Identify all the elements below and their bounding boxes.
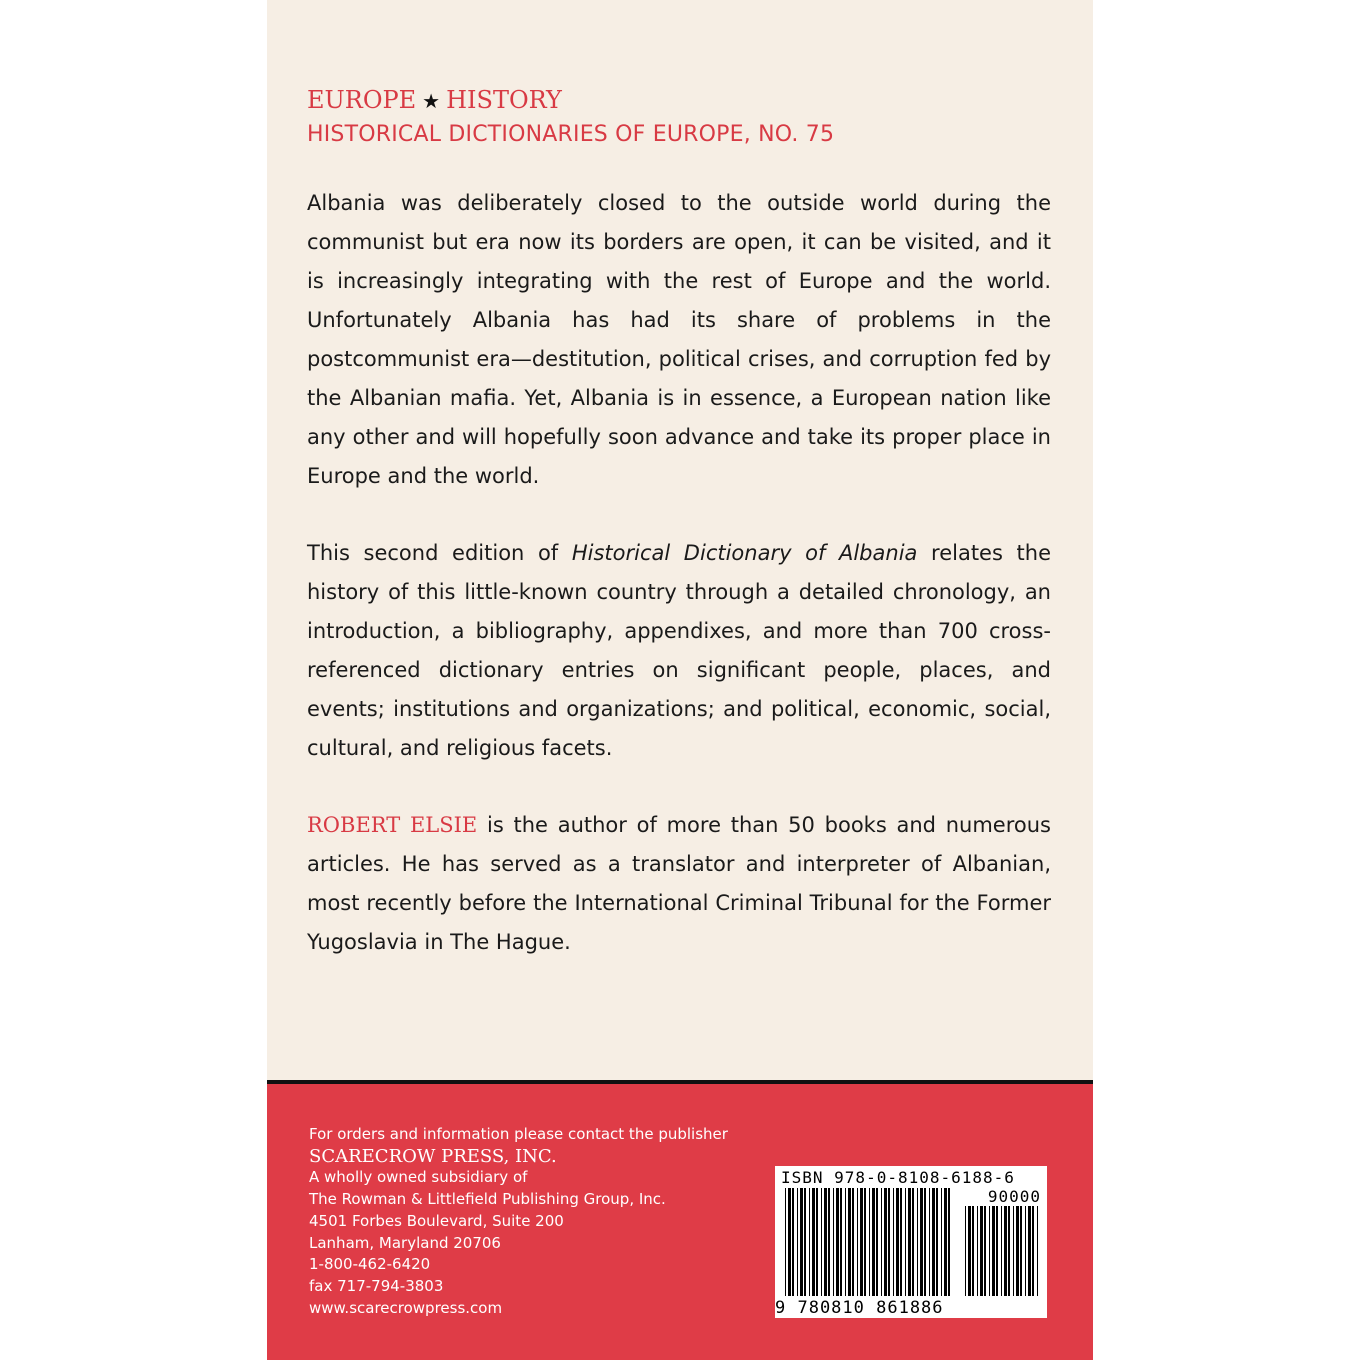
publisher-info <box>309 1124 779 1319</box>
publisher-address-1: 4501 Forbes Boulevard, Suite 200 <box>309 1211 564 1230</box>
author-paragraph <box>307 806 1051 962</box>
publisher-phone: 1-800-462-6420 <box>309 1255 431 1274</box>
ean-number: 9 780810 861886 <box>775 1298 944 1318</box>
publisher-fax: fax 717-794-3803 <box>309 1276 444 1295</box>
star-icon: ★ <box>422 89 441 113</box>
isbn-barcode <box>775 1166 1047 1318</box>
category-line <box>307 84 1067 118</box>
publisher-footer <box>267 1084 1093 1360</box>
publisher-name: SCARECROW PRESS, INC. <box>309 1145 557 1167</box>
edition-text-before: This second edition of <box>307 541 572 565</box>
edition-text-after: relates the history of this little-known country through a detailed chronology, an introduction, a bibliography, appendixes, and more than 700 cross-referenced dictionary entries on significant people, places, and events; institutions and organizations; and political, economic, social, cultural, and religious facets. <box>307 541 1051 760</box>
author-bio: is the author of more than 50 books and numerous articles. He has served as a translator and interpreter of Albanian, most recently before the International Criminal Tribunal for the Former Yugoslavia in The Hague. <box>307 813 1051 954</box>
author-name: ROBERT ELSIE <box>307 813 478 837</box>
price-code: 90000 <box>987 1187 1041 1206</box>
isbn-number: ISBN 978-0-8108-6188-6 <box>781 1168 1015 1187</box>
barcode-bars <box>775 1166 1047 1318</box>
publisher-intro: For orders and information please contact the publisher <box>309 1125 728 1143</box>
series-title: HISTORICAL DICTIONARIES OF EUROPE, NO. 75 <box>307 122 835 147</box>
publisher-parent: The Rowman & Littlefield Publishing Group, Inc. <box>309 1190 666 1209</box>
publisher-website: www.scarecrowpress.com <box>309 1298 503 1317</box>
book-back-cover <box>267 0 1093 1360</box>
description-paragraph: Albania was deliberately closed to the outside world during the communist but era now its borders are open, it can be visited, and it is increasingly integrating with the rest of Europe and the world. Unfortunately Albania has had its share of problems in the postcommunist era—destitution, political crises, and corruption fed by the Albanian mafia. Yet, Albania is in essence, a European nation like any other and will hopefully soon advance and take its proper place in Europe and the world. <box>307 191 1051 488</box>
category-history: HISTORY <box>446 86 562 114</box>
publisher-subsidiary: A wholly owned subsidiary of <box>309 1168 528 1187</box>
edition-paragraph <box>307 534 1051 768</box>
cover-header <box>307 84 1067 151</box>
category-europe: EUROPE <box>307 86 417 114</box>
publisher-address-2: Lanham, Maryland 20706 <box>309 1233 501 1252</box>
book-title: Historical Dictionary of Albania <box>571 541 918 565</box>
